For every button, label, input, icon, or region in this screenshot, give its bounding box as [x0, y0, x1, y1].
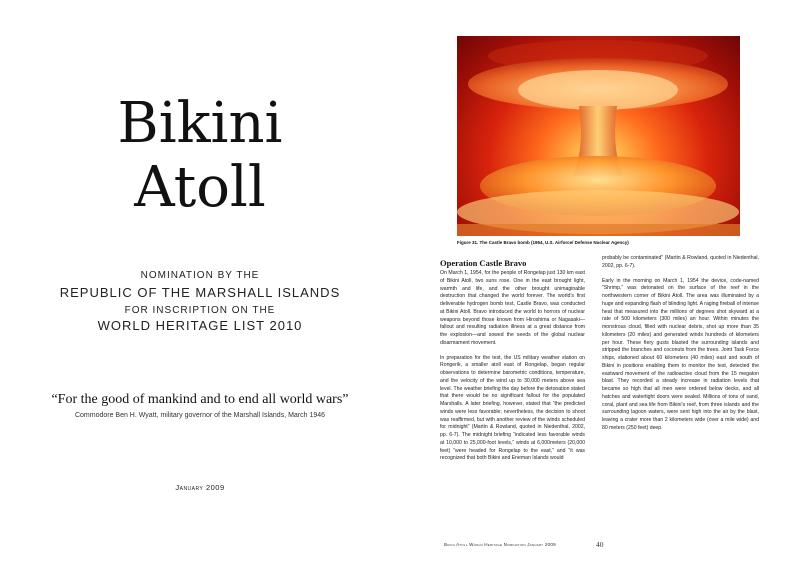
cloud-cap-inner: [518, 70, 678, 110]
mushroom-cloud-illustration: [457, 36, 740, 236]
quote-attribution: Commodore Ben H. Wyatt, military governor of the Marshall Islands, March 1946: [74, 412, 326, 419]
running-footer: Bikini Atoll World Heritage Nomination January 2009: [444, 542, 556, 547]
paragraph-intro: On March 1, 1954, for the people of Rongelap just 130 km east of Bikini Atoll, two suns rose. One in the east brought light, warmth and life, and the other brought unimaginable destruction that changed the world forever. The world’s first deliverable hydrogen bomb test, Castle Bravo, was conducted at Bikini Atoll. Bravo introduced the world to horrors of nuclear weapons beyond those known from Hiroshima or Nagasaki—fallout and resulting radiation illness at a great distance from the explosion—and sowed the seeds of the global nuclear disarmament movement.: [440, 270, 585, 346]
paragraph-weather-briefing: In preparation for the test, the US military weather station on Rongerik, a smaller atoll east of Rongelap, began regular observations to determine barometric conditions, temperature, and the velocity of the wind up to 30,000 meters above sea level. The weather briefing the day before the detonation stated that there would be no significant fallout for the populated Marshalls. A later briefing, however, stated that “the predicted winds were less favorable; nevertheless, the decision to shoot was reaffirmed, but with another review of the winds scheduled for midnight” (Martin & Rowland, quoted in Niedenthal, 2002, pp. 6-7). The midnight briefing “indicated less favorable winds at 10,000 to 25,000-foot levels,” winds at 6,000meters (20,000 feet) “were headed for Rongelap to the east,” and “it was recognized that both Bikini and Eneman Islands would: [440, 354, 585, 462]
horizon-band: [457, 224, 740, 236]
title-line-2: Atoll: [134, 155, 266, 220]
paragraph-continuation: probably be contaminated” (Martin & Rowland, quoted in Niedenthal, 2002, pp. 6-7).: [602, 255, 759, 269]
text-column-1: [440, 270, 585, 470]
epigraph-quote: “For the good of mankind and to end all world wars”: [51, 392, 349, 407]
title-line-1: Bikini: [117, 91, 283, 156]
heritage-list-heading: WORLD HERITAGE LIST 2010: [97, 318, 303, 333]
republic-heading: REPUBLIC OF THE MARSHALL ISLANDS: [59, 285, 341, 300]
castle-bravo-photo: [457, 36, 740, 236]
article-page: [400, 0, 800, 565]
paragraph-detonation: Early in the morning on March 1, 1954 the device, code-named “Shrimp,” was detonated on the surface of the reef in the northwestern corner of Bikini Atoll. The area was illuminated by a huge and expanding flash of blinding light. A raging fireball of intense heat that measured into the millions of degrees shot skyward at a rate of 500 kilometers (300 miles) an hour. Within minutes the monstrous cloud, filled with nuclear debris, shot up more than 35 kilometers (20 miles) and generated winds hundreds of kilometers per hour. These fiery gusts blasted the surrounding islands and stripped the branches and coconuts from the trees. Joint Task Force ships, stationed about 60 kilometers (40 miles) east and south of Bikini in positions enabling them to monitor the test, detected the eastward movement of the radioactive cloud from the 15 megaton blast. They recorded a steady increase in radiation levels that became so high that all men were ordered below decks, and all hatches and watertight doors were sealed. Millions of tons of sand, coral, plant and sea life from Bikini’s reef, from three islands and the surrounding lagoon waters, were sent high into the air by the blast, leaving a crater more than 2 kilometers wide (over a mile wide) and 80 meters (250 feet) deep.: [602, 277, 759, 431]
page-number: 40: [596, 540, 604, 549]
publication-date: January 2009: [175, 483, 225, 492]
section-heading: Operation Castle Bravo: [440, 258, 527, 268]
nomination-by-text: NOMINATION BY THE: [140, 270, 260, 281]
text-column-2: [602, 255, 759, 440]
document-title: [0, 92, 400, 220]
inscription-text: FOR INSCRIPTION ON THE: [124, 305, 276, 316]
figure-caption: Figure 31. The Castle Bravo bomb (1954, U.S. Airforce/ Defense Nuclear Agency): [457, 240, 629, 245]
